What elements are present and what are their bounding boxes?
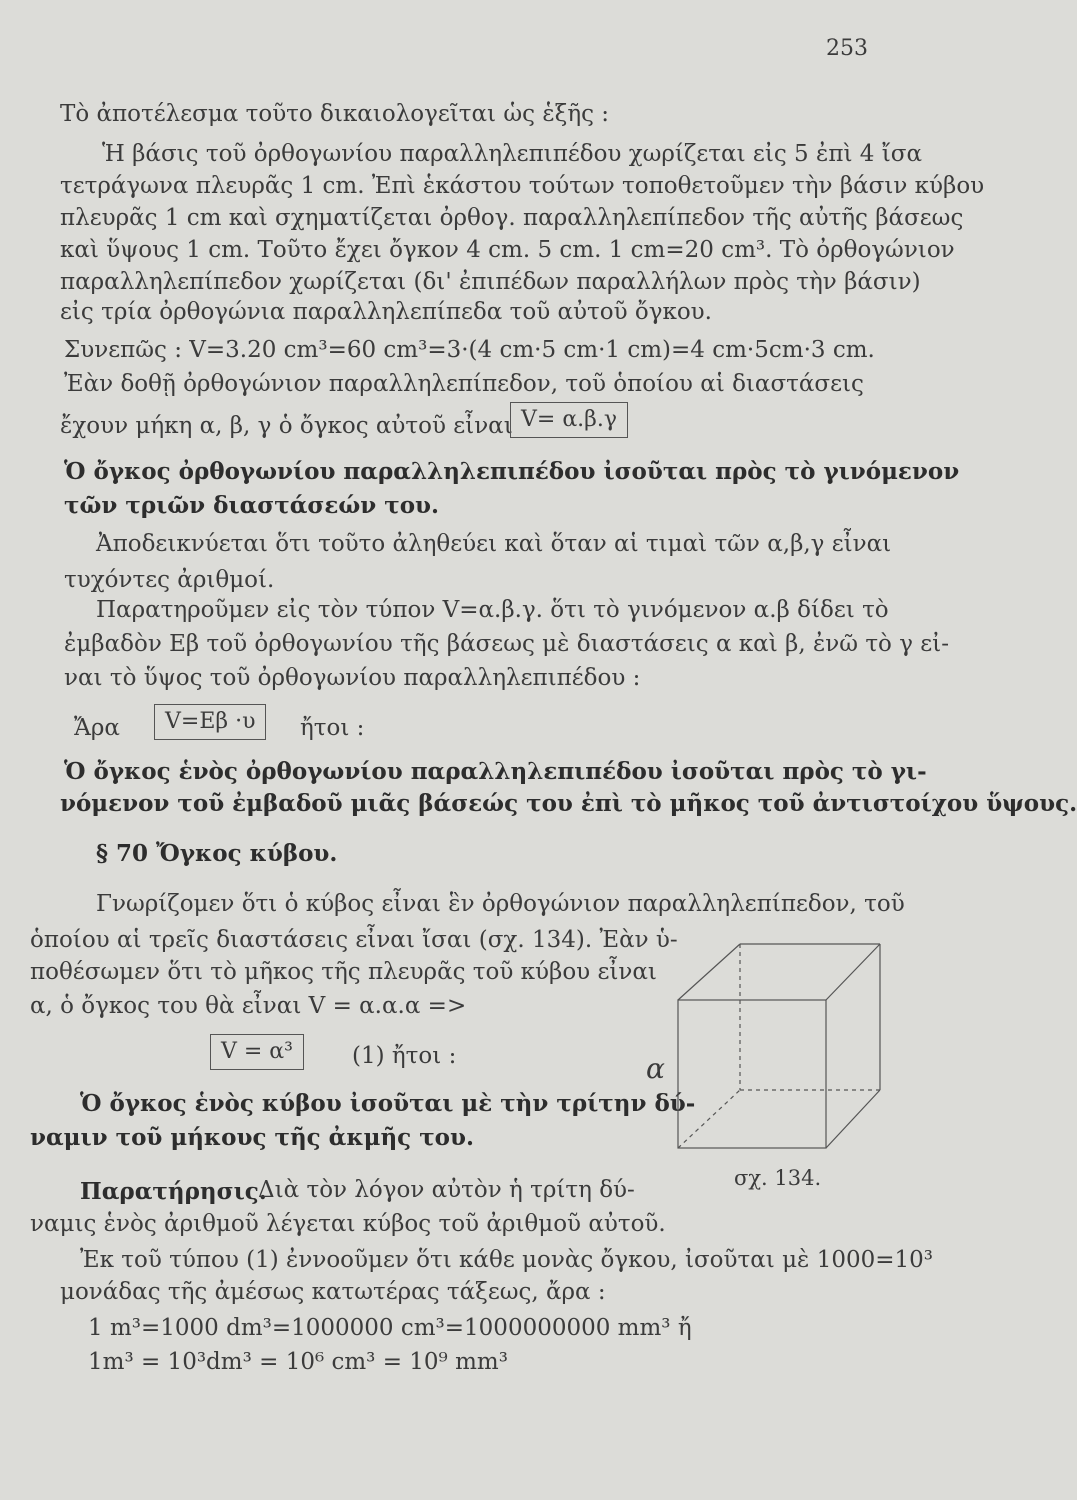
rule-statement: Ὁ ὄγκος ἑνὸς κύβου ἰσοῦται μὲ τὴν τρίτην δύ- <box>80 1090 696 1117</box>
text-line: ὁποίου αἱ τρεῖς διαστάσεις εἶναι ἴσαι (σχ. 134). Ἐὰν ὑ- <box>30 927 678 953</box>
cube-figure <box>640 940 900 1160</box>
text-line: ἐμβαδὸν Eβ τοῦ ὀρθογωνίου τῆς βάσεως μὲ διαστάσεις α καὶ β, ἐνῶ τὸ γ εἰ- <box>64 631 949 657</box>
rule-statement: Ὁ ὄγκος ἑνὸς ὀρθογωνίου παραλληλεπιπέδου ἰσοῦται πρὸς τὸ γι- <box>64 758 927 785</box>
text-line: Τὸ ἀποτέλεσμα τοῦτο δικαιολογεῖται ὡς ἑξῆς : <box>60 101 610 127</box>
text-line: Διὰ τὸν λόγον αὐτὸν ἡ τρίτη δύ- <box>258 1177 635 1203</box>
text-line: Συνεπῶς : V=3.20 cm³=60 cm³=3·(4 cm·5 cm·1 cm)=4 cm·5cm·3 cm. <box>64 337 875 363</box>
text-line: 1 m³=1000 dm³=1000000 cm³=1000000000 mm³ ἤ <box>88 1315 692 1341</box>
text-line: (1) ἤτοι : <box>352 1043 457 1069</box>
figure-caption: σχ. 134. <box>734 1166 822 1190</box>
cube-edge-label: α <box>646 1052 665 1085</box>
rule-statement: νόμενον τοῦ ἐμβαδοῦ μιᾶς βάσεώς του ἐπὶ τὸ μῆκος τοῦ ἀντιστοίχου ὕψους. <box>60 790 1077 817</box>
text-line: α, ὁ ὄγκος του θὰ εἶναι V = α.α.α => <box>30 993 467 1019</box>
text-line: εἰς τρία ὀρθογώνια παραλληλεπίπεδα τοῦ αὐτοῦ ὄγκου. <box>60 299 712 325</box>
formula-box: V = α³ <box>210 1034 304 1070</box>
text-line: ποθέσωμεν ὅτι τὸ μῆκος τῆς πλευρᾶς τοῦ κύβου εἶναι <box>30 959 657 985</box>
rule-statement: Ὁ ὄγκος ὀρθογωνίου παραλληλεπιπέδου ἰσοῦται πρὸς τὸ γινόμενον <box>64 458 960 485</box>
text-line: Ἀποδεικνύεται ὅτι τοῦτο ἀληθεύει καὶ ὅταν αἱ τιμαὶ τῶν α,β,γ εἶναι <box>96 531 892 557</box>
rule-statement: τῶν τριῶν διαστάσεών του. <box>64 492 439 519</box>
text-line: Ἐὰν δοθῇ ὀρθογώνιον παραλληλεπίπεδον, τοῦ ὁποίου αἱ διαστάσεις <box>64 371 864 397</box>
formula-box: V= α.β.γ <box>510 402 628 438</box>
rule-statement: ναμιν τοῦ μήκους τῆς ἀκμῆς του. <box>30 1124 474 1151</box>
text-line: Ἡ βάσις τοῦ ὀρθογωνίου παραλληλεπιπέδου χωρίζεται εἰς 5 ἐπὶ 4 ἴσα <box>102 141 922 167</box>
formula-box: V=Eβ ·υ <box>154 704 266 740</box>
text-line: Γνωρίζομεν ὅτι ὁ κύβος εἶναι ἓν ὀρθογώνιον παραλληλεπίπεδον, τοῦ <box>96 891 905 917</box>
section-heading: § 70 Ὄγκος κύβου. <box>96 840 338 867</box>
text-line: ναμις ἑνὸς ἀριθμοῦ λέγεται κύβος τοῦ ἀριθμοῦ αὐτοῦ. <box>30 1211 666 1237</box>
text-line: τυχόντες ἀριθμοί. <box>64 567 275 593</box>
text-line: μονάδας τῆς ἀμέσως κατωτέρας τάξεως, ἄρα : <box>60 1279 606 1305</box>
text-line: 1m³ = 10³dm³ = 10⁶ cm³ = 10⁹ mm³ <box>88 1349 508 1375</box>
text-line: παραλληλεπίπεδον χωρίζεται (δι' ἐπιπέδων παραλλήλων πρὸς τὴν βάσιν) <box>60 269 921 295</box>
text-line: καὶ ὕψους 1 cm. Τοῦτο ἔχει ὄγκον 4 cm. 5 cm. 1 cm=20 cm³. Τὸ ὀρθογώνιον <box>60 237 955 263</box>
note-heading: Παρατήρησις. <box>80 1178 267 1205</box>
text-line: Παρατηροῦμεν εἰς τὸν τύπον V=α.β.γ. ὅτι τὸ γινόμενον α.β δίδει τὸ <box>96 597 889 623</box>
text-line: πλευρᾶς 1 cm καὶ σχηματίζεται ὀρθογ. παραλληλεπίπεδον τῆς αὐτῆς βάσεως <box>60 205 964 231</box>
text-line: Ἐκ τοῦ τύπου (1) ἐννοοῦμεν ὅτι κάθε μονὰς ὄγκου, ἰσοῦται μὲ 1000=10³ <box>80 1247 933 1273</box>
text-line: ἔχουν μήκη α, β, γ ὁ ὄγκος αὐτοῦ εἶναι <box>60 413 513 439</box>
text-line: τετράγωνα πλευρᾶς 1 cm. Ἐπὶ ἑκάστου τούτων τοποθετοῦμεν τὴν βάσιν κύβου <box>60 173 985 199</box>
text-line: ναι τὸ ὕψος τοῦ ὀρθογωνίου παραλληλεπιπέδου : <box>64 665 641 691</box>
page-number: 253 <box>826 36 868 61</box>
text-line: Ἄρα <box>74 715 120 741</box>
text-line: ἤτοι : <box>300 715 365 741</box>
